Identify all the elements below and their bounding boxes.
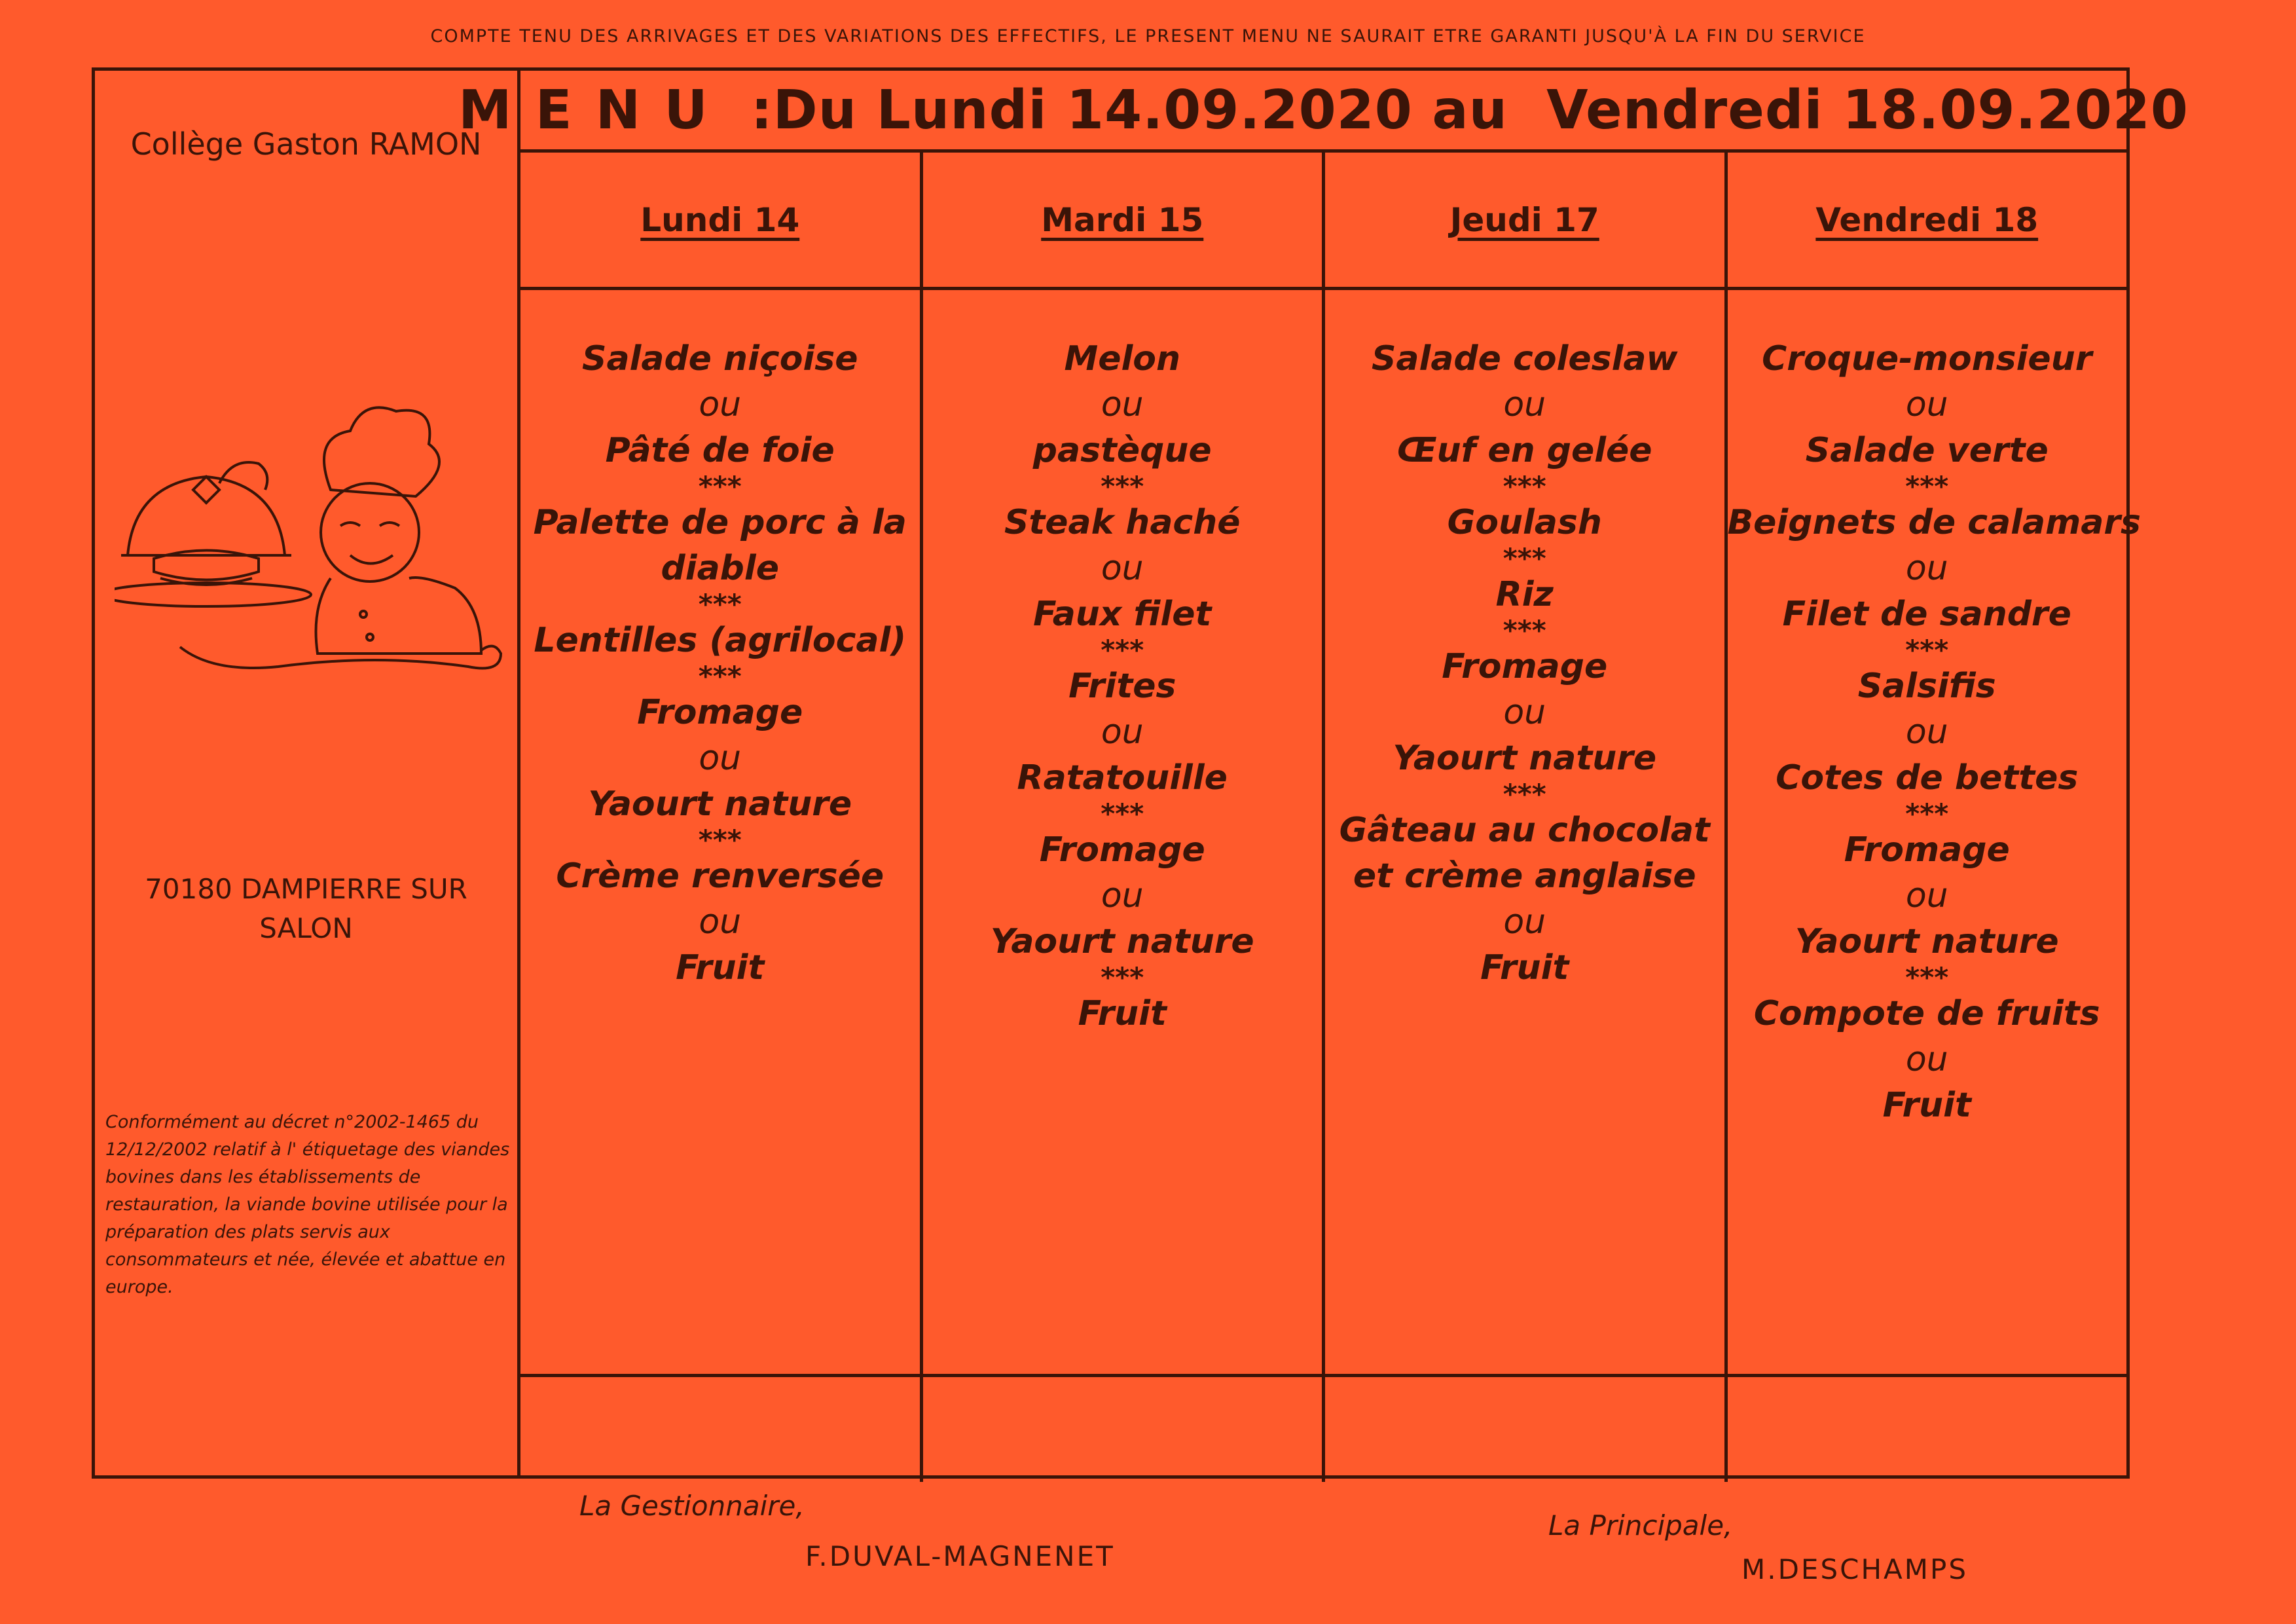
course-separator: ***	[698, 588, 742, 620]
menu-item: Filet de sandre	[1782, 595, 2071, 634]
menu-or: ou	[1101, 876, 1144, 915]
menu-item: Yaourt nature	[588, 784, 852, 824]
menu-item: Salade coleslaw	[1371, 339, 1678, 378]
menu-item: Frites	[1068, 667, 1176, 706]
day-column	[923, 153, 1326, 1482]
menu-item: Yaourt nature	[1795, 922, 2059, 961]
menu-main	[458, 71, 2189, 1475]
menu-or: ou	[1101, 549, 1144, 588]
menu-word: MENU	[458, 79, 731, 141]
menu-item: Lentilles (agrilocal)	[534, 621, 907, 660]
menu-item: Yaourt nature	[990, 922, 1254, 961]
menu-item: Fromage	[1039, 830, 1205, 870]
day-menu	[520, 290, 920, 1377]
menu-item: Cotes de bettes	[1776, 758, 2079, 798]
address-line-1: 70180 DAMPIERRE SUR	[145, 873, 467, 905]
course-separator: ***	[1503, 470, 1546, 502]
course-separator: ***	[1503, 614, 1546, 646]
course-separator: ***	[1503, 542, 1546, 574]
menu-item: Fruit	[1882, 1086, 1971, 1125]
menu-item: diable	[661, 549, 779, 588]
menu-item: et crème anglaise	[1353, 857, 1696, 896]
menu-item: Palette de porc à la	[533, 503, 907, 542]
menu-item: pastèque	[1032, 431, 1212, 470]
menu-or: ou	[1905, 385, 1948, 424]
course-separator: ***	[1905, 470, 1949, 502]
menu-or: ou	[699, 739, 742, 778]
notice-text: COMPTE TENU DES ARRIVAGES ET DES VARIATIONS DES EFFECTIFS, LE PRESENT MENU NE SAURAIT ETRE GARANTI JUSQU'À LA FIN DU SERVICE	[430, 26, 1866, 46]
day-header	[1325, 153, 1724, 290]
menu-or: ou	[1905, 712, 1948, 752]
menu-item: Yaourt nature	[1393, 739, 1657, 778]
course-separator: ***	[1101, 961, 1144, 993]
menu-item: Ratatouille	[1017, 758, 1228, 798]
menu-or: ou	[1905, 876, 1948, 915]
menu-item: Riz	[1495, 575, 1554, 614]
principale-name: M.DESCHAMPS	[1741, 1553, 1968, 1585]
course-separator: ***	[698, 660, 742, 692]
menu-item: Pâté de foie	[605, 431, 835, 470]
menu-item: Compote de fruits	[1753, 994, 2100, 1033]
address-line-2: SALON	[259, 912, 353, 944]
menu-item: Œuf en gelée	[1396, 431, 1652, 470]
menu-or: ou	[1905, 1040, 1948, 1079]
day-header	[1728, 153, 2127, 290]
menu-item: Croque-monsieur	[1762, 339, 2092, 378]
gestionnaire-role: La Gestionnaire,	[579, 1490, 805, 1522]
course-separator: ***	[1101, 470, 1144, 502]
menu-or: ou	[1101, 712, 1144, 752]
day-header	[520, 153, 920, 290]
principale-role: La Principale,	[1548, 1509, 1733, 1541]
day-menu	[1727, 290, 2141, 1377]
course-separator: ***	[698, 824, 742, 856]
course-separator: ***	[1101, 798, 1144, 830]
day-name: Vendredi 18	[1815, 200, 2039, 239]
day-name: Mardi 15	[1041, 200, 1204, 239]
day-menu	[1325, 290, 1724, 1377]
menu-or: ou	[699, 902, 742, 942]
course-separator: ***	[1905, 634, 1949, 666]
sidebar	[95, 71, 520, 1475]
menu-item: Fruit	[676, 948, 765, 987]
course-separator: ***	[1503, 778, 1546, 810]
day-column	[1727, 153, 2141, 1482]
menu-item: Melon	[1064, 339, 1181, 378]
menu-item: Crème renversée	[556, 857, 884, 896]
menu-item: Salade niçoise	[582, 339, 858, 378]
chef-icon	[115, 392, 507, 680]
menu-or: ou	[1503, 902, 1546, 942]
menu-item: Fromage	[1442, 647, 1608, 686]
college-name: Collège Gaston RAMON	[130, 126, 482, 162]
menu-or: ou	[1503, 385, 1546, 424]
menu-item: Faux filet	[1033, 595, 1212, 634]
menu-item: Beignets de calamars	[1727, 503, 2141, 542]
menu-item: Gâteau au chocolat	[1339, 811, 1710, 850]
day-column	[520, 153, 923, 1482]
menu-or: ou	[699, 385, 742, 424]
day-name: Lundi 14	[640, 200, 800, 239]
course-separator: ***	[698, 470, 742, 502]
menu-item: Fromage	[1844, 830, 2010, 870]
menu-item: Salade verte	[1805, 431, 2049, 470]
day-header	[923, 153, 1322, 290]
menu-item: Fruit	[1480, 948, 1569, 987]
gestionnaire-name: F.DUVAL-MAGNENET	[805, 1540, 1115, 1572]
menu-frame	[92, 67, 2189, 1479]
title-colon: :	[750, 79, 773, 141]
date-range: Du Lundi 14.09.2020 au Vendredi 18.09.2020	[773, 79, 2189, 141]
day-menu	[923, 290, 1322, 1377]
day-column	[1325, 153, 1728, 1482]
menu-or: ou	[1503, 693, 1546, 732]
menu-item: Fromage	[637, 693, 803, 732]
menu-item: Fruit	[1078, 994, 1167, 1033]
day-columns	[520, 153, 2141, 1482]
course-separator: ***	[1101, 634, 1144, 666]
page-title	[458, 71, 2189, 153]
menu-item: Steak haché	[1004, 503, 1241, 542]
menu-or: ou	[1905, 549, 1948, 588]
course-separator: ***	[1905, 798, 1949, 830]
menu-or: ou	[1101, 385, 1144, 424]
school-address	[95, 870, 517, 948]
course-separator: ***	[1905, 961, 1949, 993]
menu-item: Salsifis	[1857, 667, 1996, 706]
decree-notice: Conformément au décret n°2002-1465 du 12/12/2002 relatif à l' étiquetage des viandes bovines dans les établissements de restauration, la viande bovine utilisée pour la préparation des plats servis aux consommateurs et née, élevée et abattue en europe.	[105, 1112, 510, 1297]
menu-item: Goulash	[1447, 503, 1602, 542]
day-name: Jeudi 17	[1449, 200, 1599, 239]
